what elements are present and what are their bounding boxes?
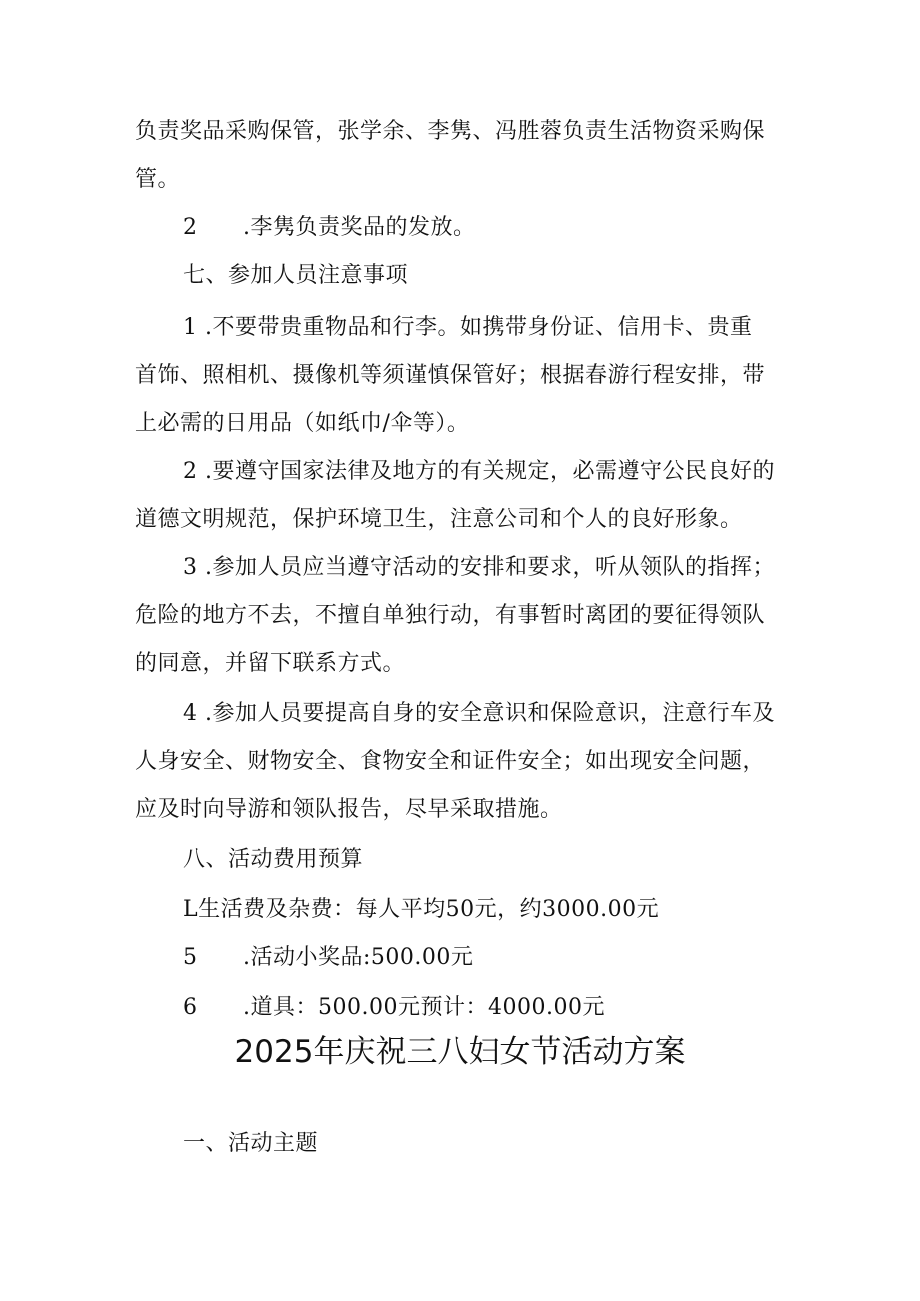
- paragraph-line: 负责奖品采购保管，张学余、李隽、冯胜蓉负责生活物资采购保: [135, 119, 766, 144]
- section-heading-7: 七、参加人员注意事项: [183, 263, 409, 288]
- paragraph-line: 道德文明规范，保护环境卫生，注意公司和个人的良好形象。: [135, 507, 743, 532]
- list-item-number: 5: [183, 945, 198, 970]
- section-heading-1: 一、活动主题: [183, 1131, 319, 1156]
- document-title: 2025年庆祝三八妇女节活动方案: [234, 1034, 686, 1070]
- paragraph-line: 4 .参加人员要提高自身的安全意识和保险意识，注意行车及: [183, 701, 775, 726]
- list-item-2: [183, 213, 476, 243]
- paragraph-line: 的同意，并留下联系方式。: [135, 651, 406, 676]
- budget-item-5: [183, 943, 473, 973]
- paragraph-line: 危险的地方不去，不擅自单独行动，有事暂时离团的要征得领队: [135, 603, 766, 628]
- list-item-text: .活动小奖品:500.00元: [243, 945, 474, 970]
- paragraph-line: 人身安全、财物安全、食物安全和证件安全；如出现安全问题，: [135, 749, 766, 774]
- paragraph-line: 应及时向导游和领队报告，尽早采取措施。: [135, 797, 563, 822]
- list-item-text: .李隽负责奖品的发放。: [243, 215, 476, 240]
- list-item-number: 6: [183, 995, 198, 1020]
- paragraph-line: 2 .要遵守国家法律及地方的有关规定，必需遵守公民良好的: [183, 459, 775, 484]
- paragraph-line: 管。: [135, 167, 181, 192]
- budget-item-6: [183, 993, 605, 1023]
- list-item-number: 2: [183, 215, 198, 240]
- paragraph-line: 1 .不要带贵重物品和行李。如携带身份证、信用卡、贵重: [183, 315, 753, 340]
- paragraph-line: 首饰、照相机、摄像机等须谨慎保管好；根据春游行程安排，带: [135, 363, 766, 388]
- list-item-text: .道具：500.00元预计：4000.00元: [243, 995, 605, 1020]
- section-heading-8: 八、活动费用预算: [183, 847, 364, 872]
- paragraph-line: 上必需的日用品（如纸巾/伞等）。: [135, 411, 470, 436]
- budget-item-1: L生活费及杂费：每人平均50元，约3000.00元: [183, 897, 660, 922]
- paragraph-line: 3 .参加人员应当遵守活动的安排和要求，听从领队的指挥；: [183, 555, 775, 580]
